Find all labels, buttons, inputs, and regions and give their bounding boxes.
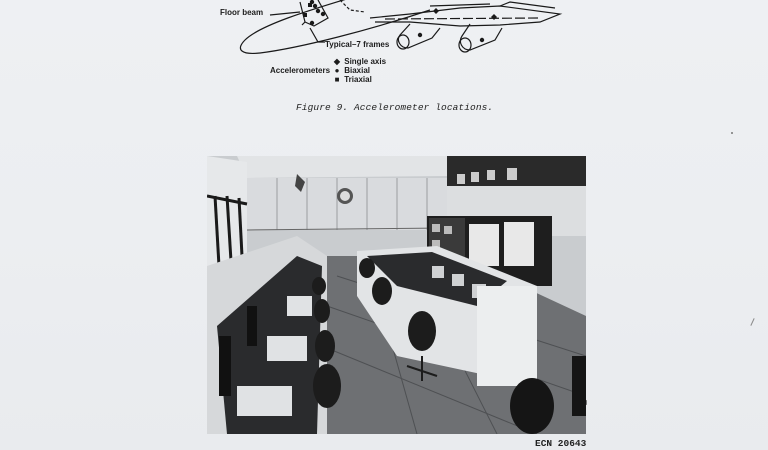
- scan-speck: [731, 132, 733, 134]
- diamond-icon: ◆: [333, 57, 341, 66]
- legend-item-single-axis: [332, 57, 386, 66]
- legend-item-biaxial: [332, 66, 370, 75]
- square-icon: ■: [334, 75, 340, 84]
- legend-title: Accelerometers: [270, 66, 331, 75]
- control-room-photo: [207, 156, 586, 434]
- control-room-illustration: [207, 156, 586, 434]
- legend-label: Biaxial: [344, 66, 371, 75]
- scan-scratch: [750, 318, 754, 326]
- typical-frames-label: Typical–7 frames: [325, 40, 390, 49]
- figure-caption: Figure 9. Accelerometer locations.: [296, 102, 494, 113]
- legend-label: Triaxial: [344, 75, 372, 84]
- ecn-number: ECN 20643: [535, 438, 587, 449]
- legend-item-triaxial: [332, 75, 372, 84]
- scan-speck: [586, 400, 587, 405]
- legend-label: Single axis: [344, 57, 387, 66]
- circle-icon: ●: [334, 66, 340, 75]
- floor-beam-label: Floor beam: [220, 8, 264, 17]
